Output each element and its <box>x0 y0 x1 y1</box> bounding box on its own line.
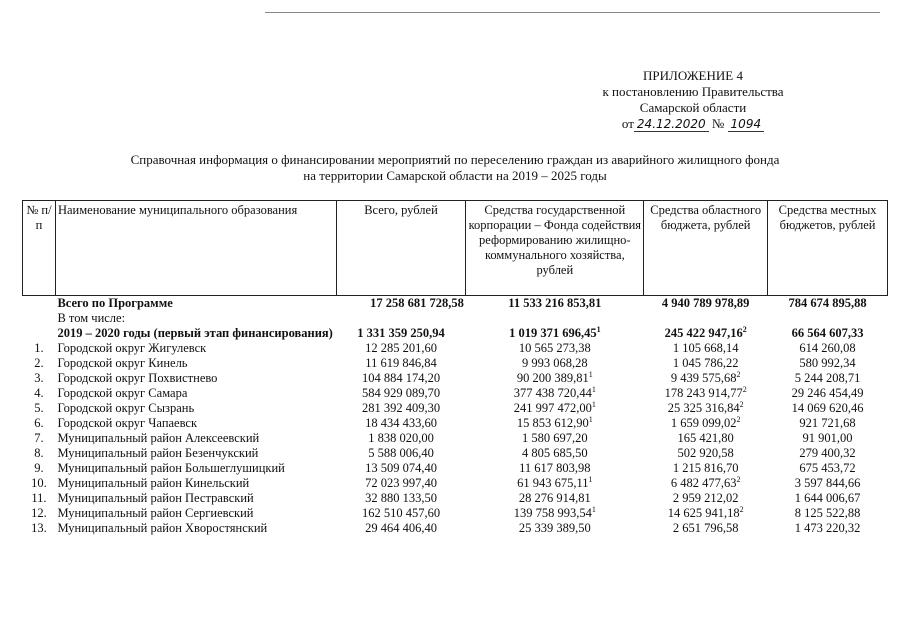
appendix-block <box>578 68 808 132</box>
fund-value: 15 853 612,90$^1$ <box>516 414 593 430</box>
municipality-name: Муниципальный район Кинельский <box>57 476 250 490</box>
appendix-title: ПРИЛОЖЕНИЕ 4 <box>643 68 743 83</box>
table-row <box>23 446 888 461</box>
row-number: 4. <box>34 386 44 400</box>
title-line1: Справочная информация о финансировании мероприятий по переселению граждан из аварийного жилищного фонда <box>130 152 780 167</box>
summary-row <box>23 296 888 312</box>
municipality-name: Городской округ Чапаевск <box>57 416 198 430</box>
stage-label: 2019 – 2020 годы (первый этап финансирования) <box>57 326 333 340</box>
including-row <box>23 311 888 326</box>
regional-value: 502 920,58 <box>677 446 734 460</box>
local-value: 279 400,32 <box>799 446 856 460</box>
regional-value: 14 625 941,18$^2$ <box>667 504 744 520</box>
regional-value: 2 959 212,02 <box>672 491 739 505</box>
summary-local: 784 674 895,88 <box>788 296 867 310</box>
regional-value: 1 045 786,22 <box>672 356 739 370</box>
summary-fund: 11 533 216 853,81 <box>508 296 602 310</box>
local-value: 5 244 208,71 <box>794 371 861 385</box>
fund-value: 4 805 685,50 <box>522 446 588 460</box>
local-value: 675 453,72 <box>799 461 856 475</box>
total-value: 5 588 006,40 <box>368 446 434 460</box>
table-header-row <box>23 201 888 296</box>
table-row <box>23 476 888 491</box>
appendix-date-line <box>578 116 808 132</box>
total-value: 13 509 074,40 <box>365 461 437 475</box>
local-value: 29 246 454,49 <box>791 386 864 400</box>
fund-value: 25 339 389,50 <box>518 521 591 535</box>
header-total: Всего, рублей <box>336 201 466 296</box>
stage-regional: 245 422 947,16$^2$ <box>664 324 747 340</box>
fund-value: 28 276 914,81 <box>518 491 591 505</box>
regional-value: 1 105 668,14 <box>672 341 739 355</box>
municipality-name: Муниципальный район Пестравский <box>57 491 254 505</box>
total-value: 584 929 089,70 <box>361 386 441 400</box>
row-number: 12. <box>31 506 47 520</box>
page-top-line <box>265 12 880 13</box>
municipality-name: Городской округ Похвистнево <box>57 371 218 385</box>
total-value: 12 285 201,60 <box>365 341 437 355</box>
total-value: 11 619 846,84 <box>365 356 437 370</box>
row-number: 13. <box>31 521 47 535</box>
row-number: 6. <box>34 416 44 430</box>
total-value: 72 023 997,40 <box>365 476 437 490</box>
table-row <box>23 506 888 521</box>
total-value: 18 434 433,60 <box>365 416 437 430</box>
summary-regional: 4 940 789 978,89 <box>661 296 750 310</box>
regional-value: 25 325 316,84$^2$ <box>667 399 744 415</box>
row-number: 11. <box>31 491 47 505</box>
header-num: № п/п <box>23 201 56 296</box>
municipality-name: Муниципальный район Хворостянский <box>57 521 268 535</box>
handwritten-number: 1094 <box>728 117 765 132</box>
local-value: 8 125 522,88 <box>794 506 861 520</box>
table-row <box>23 461 888 476</box>
municipality-name: Городской округ Самара <box>57 386 188 400</box>
regional-value: 6 482 477,63$^2$ <box>670 474 741 490</box>
summary-label: Всего по Программе <box>57 296 173 310</box>
header-name: Наименование муниципального образования <box>55 201 336 296</box>
local-value: 614 260,08 <box>799 341 856 355</box>
total-value: 162 510 457,60 <box>361 506 441 520</box>
summary-total: 17 258 681 728,58 <box>370 296 464 310</box>
local-value: 14 069 620,46 <box>791 401 864 415</box>
regional-value: 1 659 099,02$^2$ <box>670 414 741 430</box>
local-value: 3 597 844,66 <box>794 476 861 490</box>
header-fund: Средства государственной корпорации – Фонда содействия реформированию жилищно-коммунального хозяйства, рублей <box>466 201 644 296</box>
table-row <box>23 416 888 431</box>
fund-value: 139 758 993,54$^1$ <box>513 504 596 520</box>
row-number: 3. <box>34 371 44 385</box>
table-row <box>23 371 888 386</box>
row-number: 7. <box>34 431 44 445</box>
local-value: 921 721,68 <box>799 416 856 430</box>
fund-value: 241 997 472,00$^1$ <box>513 399 596 415</box>
document-title <box>60 152 850 184</box>
table-row <box>23 356 888 371</box>
fund-value: 10 565 273,38 <box>518 341 591 355</box>
row-number: 5. <box>34 401 44 415</box>
municipality-name: Муниципальный район Сергиевский <box>57 506 254 520</box>
stage-row <box>23 326 888 341</box>
municipality-name: Муниципальный район Алексеевский <box>57 431 260 445</box>
row-number: 8. <box>34 446 44 460</box>
title-line2: на территории Самарской области на 2019 – 2025 годы <box>303 168 607 183</box>
date-prefix: от <box>621 116 634 131</box>
table-row <box>23 386 888 401</box>
total-value: 281 392 409,30 <box>361 401 441 415</box>
fund-value: 1 580 697,20 <box>522 431 588 445</box>
row-number: 2. <box>34 356 44 370</box>
municipality-name: Городской округ Кинель <box>57 356 188 370</box>
header-regional: Средства областного бюджета, рублей <box>644 201 768 296</box>
regional-value: 2 651 796,58 <box>672 521 739 535</box>
regional-value: 165 421,80 <box>677 431 734 445</box>
total-value: 32 880 133,50 <box>365 491 437 505</box>
handwritten-date: 24.12.2020 <box>634 117 709 132</box>
row-number: 10. <box>31 476 47 490</box>
table-row <box>23 521 888 536</box>
municipality-name: Муниципальный район Большеглушицкий <box>57 461 285 475</box>
municipality-name: Городской округ Жигулевск <box>57 341 207 355</box>
appendix-line2: к постановлению Правительства <box>602 84 784 99</box>
regional-value: 9 439 575,68$^2$ <box>670 369 741 385</box>
stage-local: 66 564 607,33 <box>791 326 864 340</box>
fund-value: 90 200 389,81$^1$ <box>516 369 593 385</box>
local-value: 1 644 006,67 <box>794 491 861 505</box>
header-local: Средства местных бюджетов, рублей <box>768 201 888 296</box>
local-value: 580 992,34 <box>799 356 856 370</box>
stage-fund: 1 019 371 696,45$^1$ <box>509 324 601 340</box>
fund-value: 377 438 720,44$^1$ <box>513 384 596 400</box>
total-value: 104 884 174,20 <box>361 371 441 385</box>
fund-value: 61 943 675,11$^1$ <box>517 474 593 490</box>
local-value: 1 473 220,32 <box>794 521 861 535</box>
row-number: 9. <box>34 461 44 475</box>
financing-table <box>22 200 888 536</box>
appendix-line3: Самарской области <box>639 100 747 115</box>
table-row <box>23 431 888 446</box>
table-row <box>23 341 888 356</box>
table-row <box>23 491 888 506</box>
stage-total: 1 331 359 250,94 <box>357 326 445 340</box>
fund-value: 11 617 803,98 <box>519 461 591 475</box>
including-label: В том числе: <box>57 311 126 325</box>
local-value: 91 901,00 <box>802 431 853 445</box>
total-value: 1 838 020,00 <box>368 431 434 445</box>
total-value: 29 464 406,40 <box>365 521 437 535</box>
row-number: 1. <box>34 341 44 355</box>
municipality-name: Городской округ Сызрань <box>57 401 195 415</box>
number-prefix: № <box>711 116 725 131</box>
table-row <box>23 401 888 416</box>
fund-value: 9 993 068,28 <box>522 356 588 370</box>
regional-value: 1 215 816,70 <box>672 461 739 475</box>
municipality-name: Муниципальный район Безенчукский <box>57 446 259 460</box>
regional-value: 178 243 914,77$^2$ <box>664 384 747 400</box>
